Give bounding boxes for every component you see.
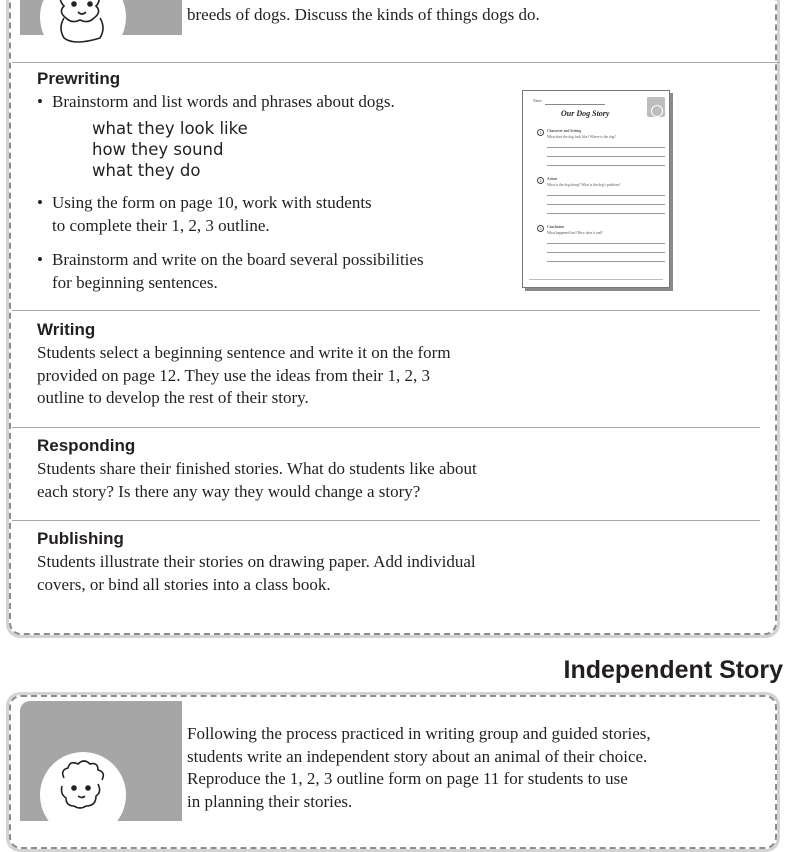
intro-line: in planning their stories. (187, 791, 353, 811)
writing-line: outline to develop the rest of their story. (37, 388, 309, 407)
divider (12, 520, 760, 521)
thumb-badge (647, 97, 665, 117)
thumb-name-line (545, 104, 605, 105)
thumb-prompt-2: What is the dog doing? What is the dog's problem? (547, 183, 621, 187)
thumb-name-label: Name (533, 99, 542, 103)
intro-line: students write an independent story about an animal of their choice. (187, 746, 648, 766)
intro-line: Following the process practiced in writing group and guided stories, (187, 724, 651, 743)
publishing-text (37, 551, 476, 596)
responding-line: Students share their finished stories. What do students like about (37, 459, 477, 478)
prewriting-bullet-1: • Brainstorm and list words and phrases about dogs. (37, 91, 395, 114)
independent-story-title: Independent Story (563, 656, 783, 684)
thumb-prompt-3: What happened last? How does it end? (547, 231, 603, 235)
thumb-title: Our Dog Story (561, 109, 610, 118)
thumb-heading-3: Conclusion (547, 225, 565, 229)
thumb-step-1: 1 (537, 129, 544, 136)
writing-heading: Writing (37, 320, 96, 339)
thumb-step-3: 3 (537, 225, 544, 232)
bullet-text: Using the form on page 10, work with students (52, 193, 372, 212)
writing-text (37, 342, 451, 410)
handwritten-line-2: how they sound (92, 140, 224, 159)
intro-line: Reproduce the 1, 2, 3 outline form on page 11 for students to use (187, 769, 628, 788)
prewriting-bullet-2: • Using the form on page 10, work with students to complete their 1, 2, 3 outline. (37, 193, 372, 235)
handwritten-line-3: what they do (92, 161, 201, 180)
prewriting-heading: Prewriting (37, 69, 121, 88)
writing-line: Students select a beginning sentence and write it on the form (37, 343, 451, 362)
bullet-text: for beginning sentences. (52, 272, 218, 292)
publishing-line: covers, or bind all stories into a class book. (37, 574, 331, 594)
divider (12, 310, 760, 311)
writing-line: provided on page 12. They use the ideas from their 1, 2, 3 (37, 365, 430, 385)
top-intro-text: breeds of dogs. Discuss the kinds of things dogs do. (187, 5, 540, 24)
publishing-line: Students illustrate their stories on drawing paper. Add individual (37, 552, 476, 571)
divider (12, 427, 760, 428)
thumb-step-2: 2 (537, 177, 544, 184)
bullet-text: to complete their 1, 2, 3 outline. (52, 215, 270, 235)
responding-heading: Responding (37, 436, 136, 455)
thumb-footer-rule (529, 279, 663, 280)
divider (12, 62, 780, 63)
responding-line: each story? Is there any way they would change a story? (37, 481, 421, 501)
worksheet-thumbnail (522, 90, 670, 288)
prewriting-bullet-3: • Brainstorm and write on the board several possibilities for beginning sentences. (37, 250, 424, 292)
thumb-prompt-1: What does the dog look like? Where is the dog? (547, 135, 616, 139)
bullet-text: Brainstorm and list words and phrases about dogs. (52, 92, 395, 111)
responding-text (37, 458, 477, 503)
publishing-heading: Publishing (37, 529, 124, 548)
thumb-heading-2: Action (547, 177, 558, 181)
dog-illustration-icon (40, 752, 126, 838)
bullet-text: Brainstorm and write on the board several possibilities (52, 250, 424, 269)
handwritten-line-1: what they look like (92, 119, 248, 138)
thumb-heading-1: Character and Setting (547, 129, 582, 133)
